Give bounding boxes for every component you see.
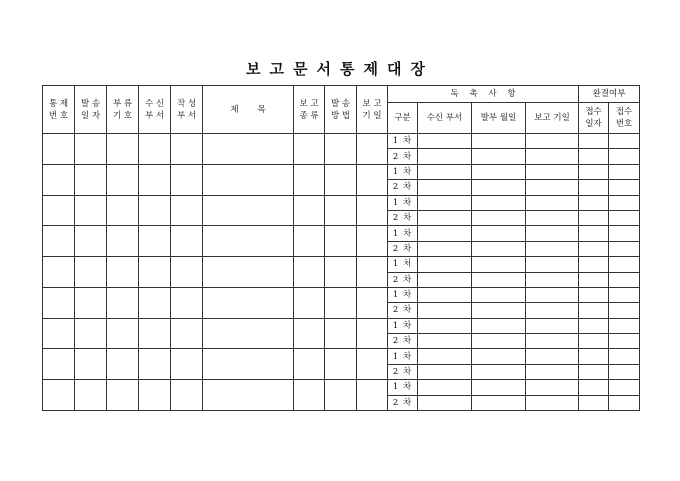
urge-seq-label: 2 차 (388, 395, 418, 410)
cell-done-recv-date[interactable] (579, 303, 609, 318)
cell-author-dept[interactable] (171, 134, 203, 165)
cell-done-recv-no[interactable] (609, 272, 640, 287)
cell-done-recv-no[interactable] (609, 164, 640, 179)
cell-control-no[interactable] (43, 287, 75, 318)
cell-report-type[interactable] (294, 257, 325, 288)
cell-report-deadline[interactable] (357, 349, 388, 380)
cell-urge-send-date[interactable] (472, 380, 526, 395)
urge-seq-label: 2 차 (388, 334, 418, 349)
cell-done-recv-date[interactable] (579, 226, 609, 241)
urge-seq-label: 1 차 (388, 226, 418, 241)
cell-class-code[interactable] (107, 318, 139, 349)
page-title: 보고문서통제대장 (246, 60, 434, 78)
cell-urge-send-date[interactable] (472, 318, 526, 333)
cell-author-dept[interactable] (171, 226, 203, 257)
cell-urge-send-date[interactable] (472, 180, 526, 195)
cell-urge-deadline[interactable] (526, 195, 579, 210)
cell-done-recv-no[interactable] (609, 257, 640, 272)
cell-report-deadline[interactable] (357, 226, 388, 257)
cell-control-no[interactable] (43, 164, 75, 195)
cell-urge-send-date[interactable] (472, 210, 526, 225)
cell-urge-deadline[interactable] (526, 180, 579, 195)
cell-done-recv-no[interactable] (609, 195, 640, 210)
cell-author-dept[interactable] (171, 380, 203, 411)
cell-urge-recv-dept[interactable] (418, 272, 472, 287)
cell-urge-deadline[interactable] (526, 272, 579, 287)
cell-urge-send-date[interactable] (472, 395, 526, 410)
cell-done-recv-no[interactable] (609, 380, 640, 395)
cell-done-recv-date[interactable] (579, 334, 609, 349)
cell-recv-dept[interactable] (139, 226, 171, 257)
cell-urge-deadline[interactable] (526, 364, 579, 379)
cell-recv-dept[interactable] (139, 134, 171, 165)
urge-seq-label: 1 차 (388, 380, 418, 395)
cell-urge-recv-dept[interactable] (418, 395, 472, 410)
cell-urge-send-date[interactable] (472, 272, 526, 287)
cell-author-dept[interactable] (171, 195, 203, 226)
cell-urge-deadline[interactable] (526, 226, 579, 241)
cell-recv-dept[interactable] (139, 349, 171, 380)
urge-seq-label: 2 차 (388, 210, 418, 225)
urge-seq-label: 2 차 (388, 303, 418, 318)
cell-done-recv-date[interactable] (579, 380, 609, 395)
cell-urge-deadline[interactable] (526, 164, 579, 179)
cell-report-deadline[interactable] (357, 318, 388, 349)
cell-urge-recv-dept[interactable] (418, 210, 472, 225)
header-urge-group: 독 촉 사 항 (388, 86, 579, 103)
cell-report-type[interactable] (294, 164, 325, 195)
cell-report-type[interactable] (294, 134, 325, 165)
cell-report-deadline[interactable] (357, 134, 388, 165)
cell-subject[interactable] (203, 226, 294, 257)
cell-urge-recv-dept[interactable] (418, 134, 472, 149)
cell-report-type[interactable] (294, 380, 325, 411)
table-row (43, 195, 640, 210)
cell-control-no[interactable] (43, 318, 75, 349)
cell-urge-deadline[interactable] (526, 334, 579, 349)
cell-done-recv-no[interactable] (609, 287, 640, 302)
cell-subject[interactable] (203, 134, 294, 165)
cell-control-no[interactable] (43, 349, 75, 380)
header-urge-deadline: 보고 기일 (526, 103, 579, 134)
cell-urge-send-date[interactable] (472, 303, 526, 318)
table-row (43, 257, 640, 272)
cell-report-deadline[interactable] (357, 287, 388, 318)
urge-seq-label: 2 차 (388, 180, 418, 195)
cell-recv-dept[interactable] (139, 164, 171, 195)
urge-seq-label: 2 차 (388, 149, 418, 164)
urge-seq-label: 2 차 (388, 364, 418, 379)
cell-class-code[interactable] (107, 257, 139, 288)
cell-done-recv-date[interactable] (579, 195, 609, 210)
cell-control-no[interactable] (43, 226, 75, 257)
cell-done-recv-date[interactable] (579, 318, 609, 333)
cell-send-date[interactable] (75, 195, 107, 226)
cell-send-date[interactable] (75, 257, 107, 288)
table-row (43, 318, 640, 333)
cell-done-recv-date[interactable] (579, 149, 609, 164)
urge-seq-label: 1 차 (388, 134, 418, 149)
cell-recv-dept[interactable] (139, 318, 171, 349)
cell-author-dept[interactable] (171, 257, 203, 288)
urge-seq-label: 1 처 (388, 257, 418, 272)
header-report-deadline: 보 고 기 일 (357, 86, 388, 134)
cell-report-type[interactable] (294, 287, 325, 318)
cell-author-dept[interactable] (171, 318, 203, 349)
cell-send-method[interactable] (325, 226, 357, 257)
header-report-type: 보 고 종 류 (294, 86, 325, 134)
cell-done-recv-date[interactable] (579, 349, 609, 364)
cell-send-method[interactable] (325, 349, 357, 380)
cell-send-method[interactable] (325, 134, 357, 165)
cell-urge-send-date[interactable] (472, 241, 526, 256)
cell-send-method[interactable] (325, 164, 357, 195)
cell-subject[interactable] (203, 318, 294, 349)
cell-report-type[interactable] (294, 349, 325, 380)
cell-done-recv-no[interactable] (609, 395, 640, 410)
cell-done-recv-date[interactable] (579, 257, 609, 272)
cell-urge-send-date[interactable] (472, 364, 526, 379)
urge-seq-label: 1 차 (388, 164, 418, 179)
cell-urge-deadline[interactable] (526, 318, 579, 333)
cell-urge-send-date[interactable] (472, 334, 526, 349)
cell-done-recv-no[interactable] (609, 349, 640, 364)
cell-report-deadline[interactable] (357, 164, 388, 195)
cell-recv-dept[interactable] (139, 380, 171, 411)
header-urge-div: 구분 (388, 103, 418, 134)
cell-report-deadline[interactable] (357, 380, 388, 411)
cell-urge-recv-dept[interactable] (418, 364, 472, 379)
cell-done-recv-date[interactable] (579, 164, 609, 179)
header-done-recv-date: 접수 일자 (579, 103, 609, 134)
cell-urge-recv-dept[interactable] (418, 195, 472, 210)
cell-urge-recv-dept[interactable] (418, 303, 472, 318)
urge-seq-label: 1 차 (388, 349, 418, 364)
header-author-dept: 작 성 부 서 (171, 86, 203, 134)
cell-subject[interactable] (203, 164, 294, 195)
cell-send-method[interactable] (325, 380, 357, 411)
cell-urge-recv-dept[interactable] (418, 349, 472, 364)
cell-urge-deadline[interactable] (526, 303, 579, 318)
cell-urge-send-date[interactable] (472, 287, 526, 302)
cell-send-date[interactable] (75, 164, 107, 195)
cell-report-type[interactable] (294, 318, 325, 349)
header-recv-dept: 수 신 부 서 (139, 86, 171, 134)
cell-control-no[interactable] (43, 380, 75, 411)
cell-done-recv-no[interactable] (609, 364, 640, 379)
cell-report-type[interactable] (294, 226, 325, 257)
table-row (43, 287, 640, 302)
cell-class-code[interactable] (107, 164, 139, 195)
cell-done-recv-no[interactable] (609, 180, 640, 195)
cell-class-code[interactable] (107, 134, 139, 165)
cell-report-type[interactable] (294, 195, 325, 226)
cell-urge-deadline[interactable] (526, 380, 579, 395)
table-row (43, 349, 640, 364)
cell-urge-send-date[interactable] (472, 195, 526, 210)
cell-urge-recv-dept[interactable] (418, 149, 472, 164)
cell-done-recv-date[interactable] (579, 364, 609, 379)
cell-urge-send-date[interactable] (472, 134, 526, 149)
cell-class-code[interactable] (107, 380, 139, 411)
urge-seq-label: 2 차 (388, 241, 418, 256)
cell-send-method[interactable] (325, 195, 357, 226)
urge-seq-label: 1 차 (388, 318, 418, 333)
cell-done-recv-no[interactable] (609, 210, 640, 225)
cell-recv-dept[interactable] (139, 287, 171, 318)
cell-urge-recv-dept[interactable] (418, 241, 472, 256)
cell-done-recv-no[interactable] (609, 318, 640, 333)
cell-subject[interactable] (203, 195, 294, 226)
cell-send-date[interactable] (75, 349, 107, 380)
cell-done-recv-date[interactable] (579, 395, 609, 410)
cell-urge-recv-dept[interactable] (418, 334, 472, 349)
cell-done-recv-date[interactable] (579, 287, 609, 302)
cell-done-recv-date[interactable] (579, 210, 609, 225)
cell-send-method[interactable] (325, 257, 357, 288)
cell-urge-recv-dept[interactable] (418, 164, 472, 179)
cell-class-code[interactable] (107, 349, 139, 380)
cell-urge-deadline[interactable] (526, 210, 579, 225)
header-urge-recv-dept: 수신 부서 (418, 103, 472, 134)
cell-urge-deadline[interactable] (526, 349, 579, 364)
cell-urge-deadline[interactable] (526, 149, 579, 164)
urge-seq-label: 2 차 (388, 272, 418, 287)
cell-send-date[interactable] (75, 318, 107, 349)
cell-done-recv-date[interactable] (579, 241, 609, 256)
header-done-recv-no: 접수 번호 (609, 103, 640, 134)
cell-done-recv-date[interactable] (579, 180, 609, 195)
cell-author-dept[interactable] (171, 349, 203, 380)
cell-done-recv-no[interactable] (609, 241, 640, 256)
cell-urge-deadline[interactable] (526, 241, 579, 256)
cell-recv-dept[interactable] (139, 195, 171, 226)
cell-urge-send-date[interactable] (472, 149, 526, 164)
cell-send-date[interactable] (75, 226, 107, 257)
cell-urge-send-date[interactable] (472, 257, 526, 272)
cell-urge-send-date[interactable] (472, 226, 526, 241)
cell-urge-recv-dept[interactable] (418, 180, 472, 195)
cell-control-no[interactable] (43, 134, 75, 165)
cell-urge-recv-dept[interactable] (418, 257, 472, 272)
cell-class-code[interactable] (107, 226, 139, 257)
cell-done-recv-no[interactable] (609, 149, 640, 164)
table-row (43, 380, 640, 395)
cell-subject[interactable] (203, 287, 294, 318)
report-control-ledger (42, 85, 640, 411)
cell-urge-recv-dept[interactable] (418, 380, 472, 395)
urge-seq-label: 1 차 (388, 287, 418, 302)
cell-control-no[interactable] (43, 195, 75, 226)
header-subject: 제 목 (203, 86, 294, 134)
cell-send-method[interactable] (325, 318, 357, 349)
cell-class-code[interactable] (107, 287, 139, 318)
cell-done-recv-no[interactable] (609, 134, 640, 149)
cell-urge-recv-dept[interactable] (418, 318, 472, 333)
cell-urge-send-date[interactable] (472, 164, 526, 179)
cell-urge-deadline[interactable] (526, 134, 579, 149)
urge-seq-label: 1 차 (388, 195, 418, 210)
cell-class-code[interactable] (107, 195, 139, 226)
header-done-group: 완결여부 (579, 86, 640, 103)
cell-send-method[interactable] (325, 287, 357, 318)
header-class-code: 부 류 기 호 (107, 86, 139, 134)
cell-urge-send-date[interactable] (472, 349, 526, 364)
cell-subject[interactable] (203, 349, 294, 380)
cell-done-recv-date[interactable] (579, 134, 609, 149)
cell-subject[interactable] (203, 257, 294, 288)
cell-subject[interactable] (203, 380, 294, 411)
table-row (43, 134, 640, 149)
cell-urge-deadline[interactable] (526, 287, 579, 302)
cell-author-dept[interactable] (171, 164, 203, 195)
header-urge-send-date: 발부 월일 (472, 103, 526, 134)
cell-urge-deadline[interactable] (526, 395, 579, 410)
cell-urge-recv-dept[interactable] (418, 226, 472, 241)
cell-report-deadline[interactable] (357, 195, 388, 226)
cell-done-recv-no[interactable] (609, 303, 640, 318)
cell-done-recv-no[interactable] (609, 334, 640, 349)
cell-send-date[interactable] (75, 380, 107, 411)
cell-recv-dept[interactable] (139, 257, 171, 288)
cell-control-no[interactable] (43, 257, 75, 288)
header-send-method: 발 송 방 법 (325, 86, 357, 134)
cell-author-dept[interactable] (171, 287, 203, 318)
header-send-date: 발 송 일 자 (75, 86, 107, 134)
cell-urge-deadline[interactable] (526, 257, 579, 272)
cell-done-recv-no[interactable] (609, 226, 640, 241)
cell-report-deadline[interactable] (357, 257, 388, 288)
table-row (43, 226, 640, 241)
table-row (43, 164, 640, 179)
header-control-no: 통 제 번 호 (43, 86, 75, 134)
cell-urge-recv-dept[interactable] (418, 287, 472, 302)
cell-done-recv-date[interactable] (579, 272, 609, 287)
cell-send-date[interactable] (75, 134, 107, 165)
cell-send-date[interactable] (75, 287, 107, 318)
